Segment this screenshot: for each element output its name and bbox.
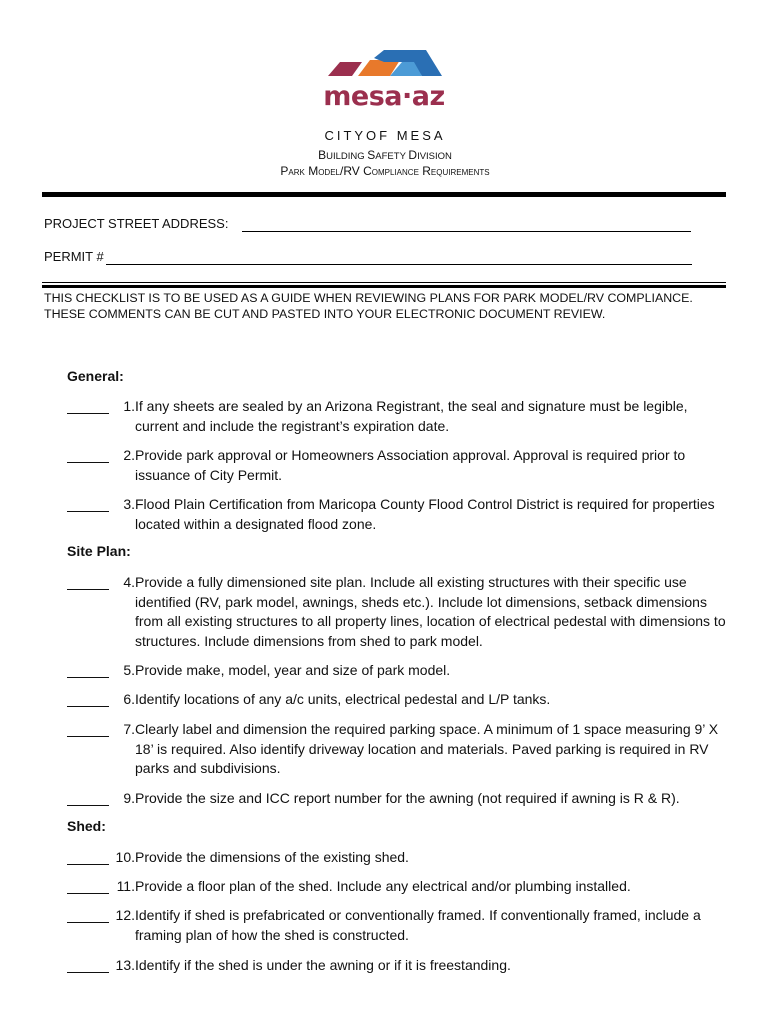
section-site-plan: Site Plan:: [67, 543, 131, 559]
section-shed: Shed:: [67, 818, 106, 834]
address-input-line[interactable]: [242, 231, 691, 232]
division-title: BUILDING SAFETY DIVISION: [318, 148, 452, 162]
permit-label: PERMIT #: [44, 249, 104, 264]
intro-paragraph: THIS CHECKLIST IS TO BE USED AS A GUIDE WHEN REVIEWING PLANS FOR PARK MODEL/RV COMPLIANCE. THESE COMMENTS CAN BE CUT AND PASTED INTO YOUR ELECTRONIC DOCUMENT REVIEW.: [44, 291, 693, 321]
document-title: Park Model/RV Compliance Requirements: [280, 164, 490, 178]
fields-divider-1: [42, 282, 726, 283]
permit-input-line[interactable]: [106, 264, 692, 265]
mesa-logo-mark-icon: [318, 50, 450, 84]
header-divider: [42, 192, 726, 197]
section-general: General:: [67, 368, 124, 384]
city-title: CITYOF MESA: [324, 128, 446, 143]
fields-divider-2: [42, 285, 726, 288]
address-label: PROJECT STREET ADDRESS:: [44, 216, 229, 231]
mesa-az-logo: [318, 50, 450, 114]
logo-wordmark: mesa·az: [323, 81, 445, 112]
